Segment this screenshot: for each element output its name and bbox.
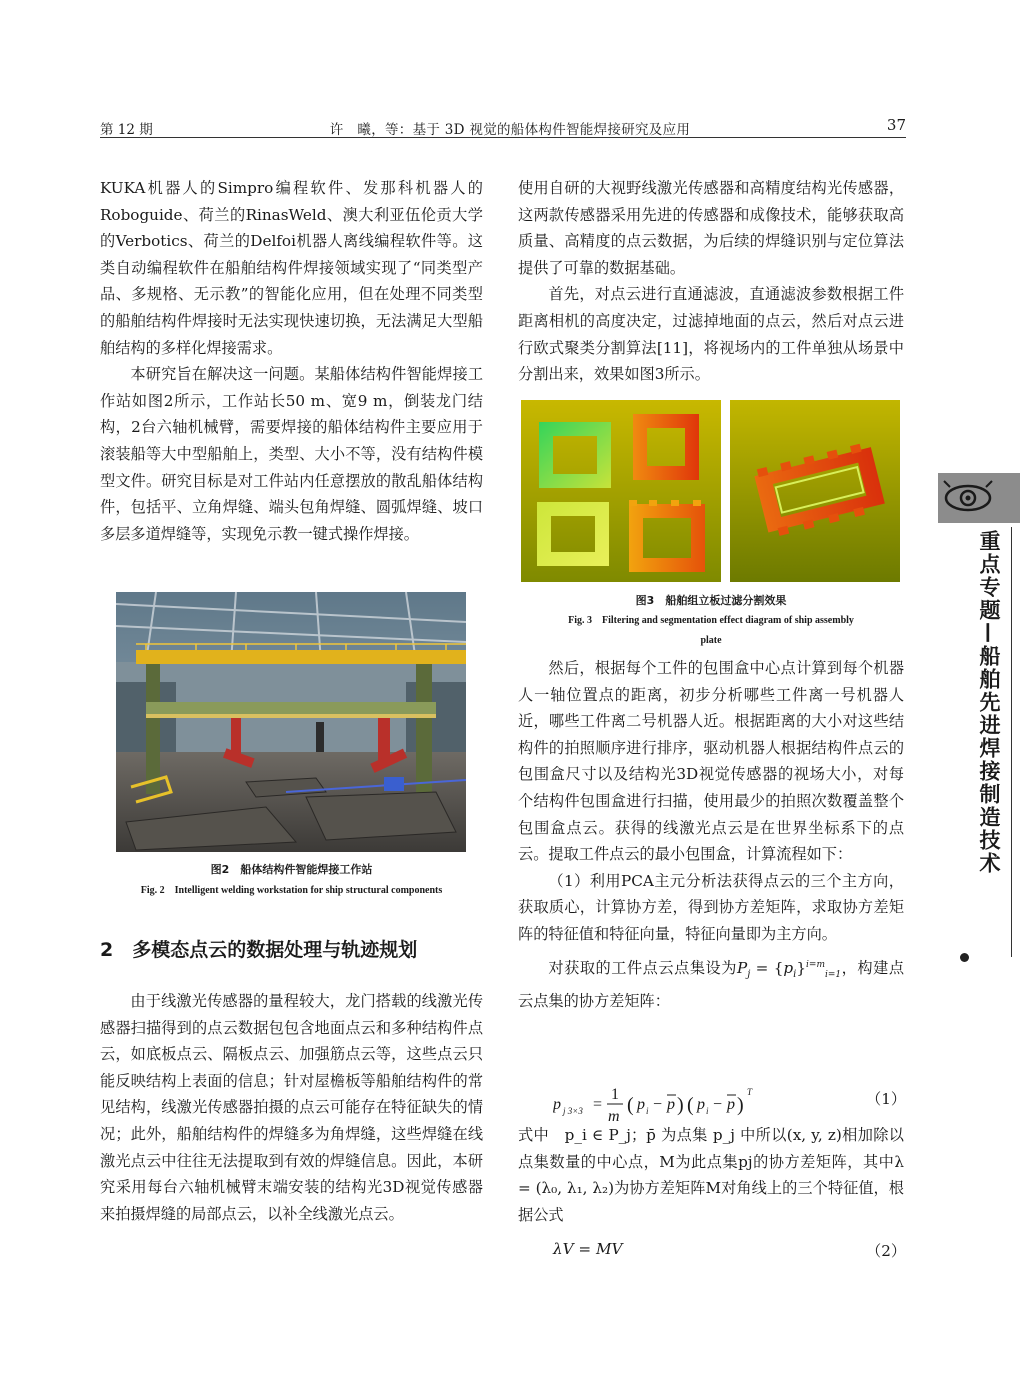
eye-icon xyxy=(938,473,1020,523)
sidebar-rule xyxy=(1011,527,1012,957)
page-number: 37 xyxy=(886,116,906,134)
svg-text:T: T xyxy=(747,1087,753,1097)
svg-text:−: − xyxy=(653,1096,663,1113)
svg-text:(: ( xyxy=(627,1094,634,1116)
fig2-caption-en: Fig. 2 Intelligent welding workstation for ship structural components xyxy=(140,885,443,896)
sidebar-section-title: 重点专题—船舶先进焊接制造技术 xyxy=(977,530,1001,875)
fig3-right-panel xyxy=(730,400,900,582)
fig2-caption: 图2 船体结构件智能焊接工作站 xyxy=(210,863,373,876)
paragraph: 本研究旨在解决这一问题。某船体结构件智能焊接工作站如图2所示，工作站长50 m、宽9 m，倒装龙门结构，2台六轴机械臂，需要焊接的船体结构件主要应用于滚装船等大中型船舶上，类型、大小不等，没有结构件模型文件。研究目标是对工件站内任意摆放的散乱船体结构件，包括平、立角焊缝、端头包角焊缝、圆弧焊缝、坡口多层多道焊缝等，实现免示教一键式操作焊接。 xyxy=(100,365,483,543)
issue-label: 第 12 期 xyxy=(100,122,153,138)
equation-2-number: （2） xyxy=(866,1242,907,1260)
paragraph: 然后，根据每个工件的包围盒中心点计算到每个机器人一轴位置点的距离，初步分析哪些工件离一号机器人近，哪些工件离二号机器人近。根据距离的大小对这些结构件的拍照顺序进行排序，驱动机器人根据结构件点云的包围盒尺寸以及结构光3D视觉传感器的视场大小，对每个结构件包围盒进行扫描，使用最少的拍照次数覆盖整个包围盒点云。获得的线激光点云是在世界坐标系下的点云。提取工件点云的最小包围盒，计算流程如下： xyxy=(518,659,904,864)
svg-text:p: p xyxy=(727,1096,735,1113)
paragraph: 由于线激光传感器的量程较大，龙门搭载的线激光传感器扫描得到的点云数据包包含地面点云和多种结构件点云，如底板点云、隔板点云、加强筋点云等，这些点云只能反映结构上表面的信息；针对屋檐板等船舶结构件的常见结构，线激光传感器拍摄的点云可能存在特征缺失的情况；此外，船舶结构件的焊缝多为角焊缝，这些焊缝在线激光点云中往往无法提取到有效的焊缝信息。因此，本研究采用每台六轴机械臂末端安装的结构光3D视觉传感器来拍摄焊缝的局部点云，以补全线激光点云。 xyxy=(100,992,483,1223)
svg-text:p: p xyxy=(553,1096,561,1113)
svg-text:): ) xyxy=(737,1094,744,1116)
svg-text:i: i xyxy=(706,1106,709,1116)
svg-text:i: i xyxy=(646,1106,649,1116)
text-span: 对获取的工件点云点集设为 xyxy=(548,958,737,977)
filtered-plate-image xyxy=(730,400,900,582)
paragraph: （1）利用PCA主元分析法获得点云的三个主方向，获取质心，计算协方差，得到协方差矩阵，求取协方差矩阵的特征值和特征向量，特征向量即为主方向。 xyxy=(518,871,904,943)
fig3-caption: 图3 船舶组立板过滤分割效果 xyxy=(635,594,787,607)
svg-text:(: ( xyxy=(687,1094,694,1116)
header-rule xyxy=(100,137,906,138)
equation-1-number: （1） xyxy=(866,1090,907,1108)
sidebar-dot xyxy=(960,953,969,962)
paragraph: 首先，对点云进行直通滤波，直通滤波参数根据工件距离相机的高度决定，过滤掉地面的点云，然后对点云进行欧式聚类分割算法[11]，将视场内的工件单独从场景中分割出来，效果如图3所示。 xyxy=(518,285,904,384)
left-column-top xyxy=(100,175,483,547)
svg-text:p: p xyxy=(697,1096,705,1113)
paragraph: KUKA机器人的Simpro编程软件、发那科机器人的Roboguide、荷兰的RinasWeld、澳大利亚伍伦贡大学的Verbotics、荷兰的Delfoi机器人离线编程软件等。这类自动编程软件在船舶结构件焊接领域实现了“同类型产品、多规格、无示教”的智能化应用，但在处理不同类型的船舶结构件焊接时无法实现快速切换，无法满足大型船舶结构的多样化焊接需求。 xyxy=(100,179,483,357)
equation-1-graphic xyxy=(553,1083,793,1127)
svg-text:1: 1 xyxy=(611,1086,619,1103)
svg-text:p: p xyxy=(637,1096,645,1113)
right-column-after-eq1 xyxy=(518,1122,904,1228)
right-column-top xyxy=(518,175,904,388)
running-title: 许 曦，等：基于 3D 视觉的船体构件智能焊接研究及应用 xyxy=(329,122,691,138)
workstation-illustration xyxy=(116,592,466,852)
svg-text:=: = xyxy=(593,1096,603,1113)
fig3-caption-en-line1: Fig. 3 Filtering and segmentation effect diagram of ship assembly xyxy=(568,615,854,626)
paragraph: 使用自研的大视野线激光传感器和高精度结构光传感器，这两款传感器采用先进的传感器和成像技术，能够获取高质量、高精度的点云数据，为后续的焊缝识别与定位算法提供了可靠的数据基础。 xyxy=(518,179,904,277)
svg-text:−: − xyxy=(713,1096,723,1113)
svg-text:): ) xyxy=(677,1094,684,1116)
left-column-bottom xyxy=(100,988,483,1227)
fig3-left-panel xyxy=(521,400,721,582)
section-heading: 2 多模态点云的数据处理与轨迹规划 xyxy=(100,939,418,961)
svg-text:m: m xyxy=(608,1108,620,1125)
segmented-plates-image xyxy=(521,400,721,582)
equation-2: λV = MV xyxy=(553,1240,623,1258)
paragraph: 式中 p_i ∈ P_j；p̄ 为点集 p_j 中所以(x, y, z)相加除以点集数量的中心点，M为此点集pj的协方差矩阵，其中λ = (λ₀, λ₁, λ₂)为协方差矩阵M对角线上的三个特征值，根据公式 xyxy=(518,1126,904,1224)
sidebar-icon-box xyxy=(938,473,1020,523)
fig3-caption-en-line2: plate xyxy=(700,635,722,646)
set-subscript: j xyxy=(747,968,751,980)
svg-text:p: p xyxy=(667,1096,675,1113)
right-column-bottom xyxy=(518,655,904,1015)
set-symbol: P xyxy=(736,958,748,977)
paragraph-set-definition: 对获取的工件点云点集设为$P_j = \{p_i\}^{i=m}_{i=1}$，构建点云点集的协方差矩阵： xyxy=(518,958,905,1011)
workstation-photo xyxy=(116,592,466,852)
svg-text:j 3×3: j 3×3 xyxy=(563,1106,583,1116)
text-span: ，构建点云点集的协方差矩阵： xyxy=(518,958,905,1011)
